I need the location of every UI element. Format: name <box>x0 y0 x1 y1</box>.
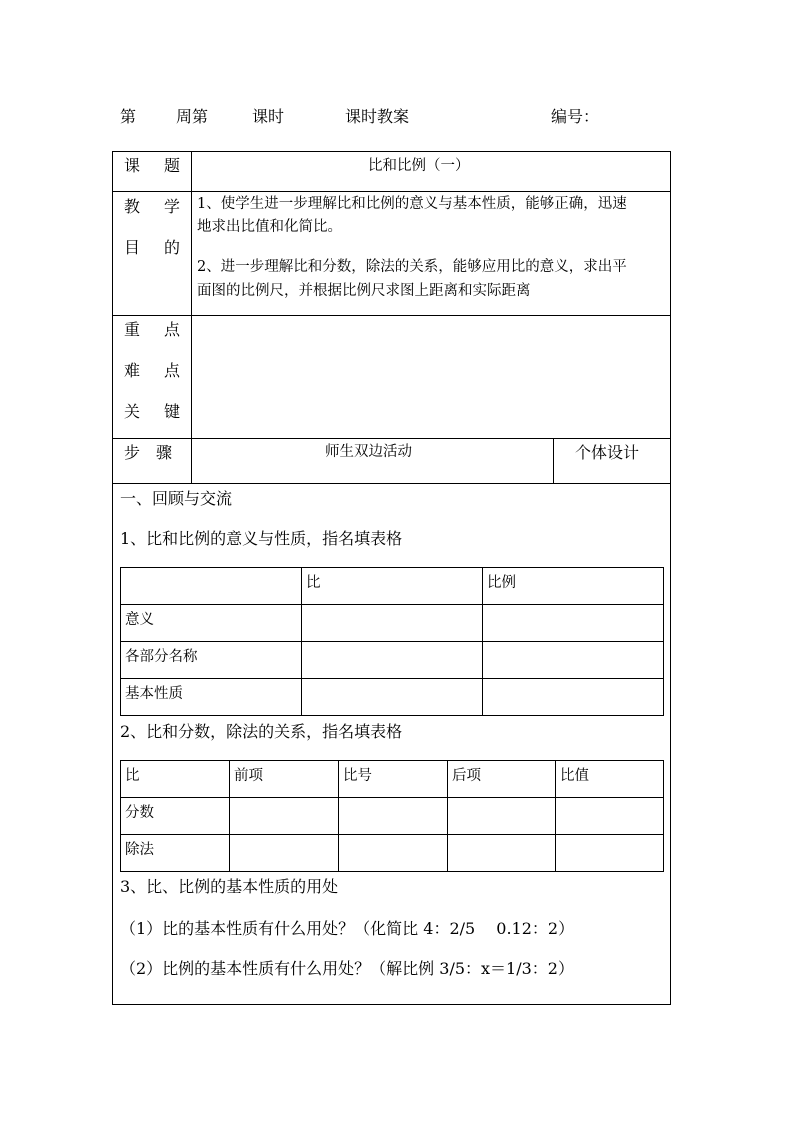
table-row <box>121 798 664 835</box>
table-header: 比例 <box>483 568 664 605</box>
section-1-item-1: 1、比和比例的意义与性质，指名填表格 <box>120 529 403 548</box>
goal-label-char: 目 <box>124 238 141 257</box>
table-cell[interactable] <box>302 679 483 716</box>
header-plan-label: 课时教案 <box>345 107 410 126</box>
header-number-label: 编号： <box>551 107 600 126</box>
section-1-item-3: 3、比、比例的基本性质的用处 <box>120 877 339 896</box>
row-label: 各部分名称 <box>121 642 302 679</box>
design-label: 个体设计 <box>575 443 640 462</box>
steps-label-char: 步 <box>124 443 141 462</box>
goal-1-line1: 1、使学生进一步理解比和比例的意义与基本性质，能够正确，迅速 <box>197 196 627 212</box>
goal-2-line2: 面图的比例尺，并根据比例尺求图上距离和实际距离 <box>197 283 531 299</box>
steps-label-char: 骤 <box>156 443 173 462</box>
table-row <box>121 679 664 716</box>
section-1-title: 一、回顾与交流 <box>120 489 233 508</box>
topic-label-char: 题 <box>164 156 181 175</box>
row-divider <box>112 483 671 484</box>
table-cell[interactable] <box>302 642 483 679</box>
goal-label-char: 教 <box>124 197 141 216</box>
table-cell[interactable] <box>302 605 483 642</box>
key-label-char: 难 <box>124 361 141 380</box>
table-cell[interactable] <box>556 798 664 835</box>
row-label: 基本性质 <box>121 679 302 716</box>
header-week-prefix: 第 <box>120 107 137 126</box>
goal-2-line1: 2、进一步理解比和分数，除法的关系，能够应用比的意义，求出平 <box>197 259 627 275</box>
table-cell[interactable] <box>230 835 339 872</box>
key-label-char: 点 <box>164 361 181 380</box>
topic-label-char: 课 <box>124 156 141 175</box>
row-label: 意义 <box>121 605 302 642</box>
activity-label: 师生双边活动 <box>325 444 412 460</box>
table-cell[interactable] <box>339 798 448 835</box>
row-divider <box>112 315 671 316</box>
table-header: 比 <box>302 568 483 605</box>
key-label-char: 点 <box>164 320 181 339</box>
row-label: 分数 <box>121 798 230 835</box>
key-label-char: 键 <box>164 402 181 421</box>
table-cell[interactable] <box>556 835 664 872</box>
table-header: 比号 <box>339 761 448 798</box>
fraction-division-table <box>120 760 664 872</box>
goal-label-char: 学 <box>164 197 181 216</box>
key-label-char: 重 <box>124 320 141 339</box>
table-cell[interactable] <box>339 835 448 872</box>
table-cell[interactable] <box>448 798 556 835</box>
table-cell <box>121 568 302 605</box>
section-1-item-2: 2、比和分数，除法的关系，指名填表格 <box>120 722 403 741</box>
table-cell[interactable] <box>483 642 664 679</box>
row-label: 除法 <box>121 835 230 872</box>
table-cell[interactable] <box>230 798 339 835</box>
table-header: 前项 <box>230 761 339 798</box>
row-divider <box>112 438 671 439</box>
table-row <box>121 568 664 605</box>
table-row <box>121 835 664 872</box>
header-week-suffix: 周第 <box>176 107 209 126</box>
label-column-divider <box>191 151 192 483</box>
table-header: 比 <box>121 761 230 798</box>
table-row <box>121 642 664 679</box>
meaning-property-table <box>120 567 664 716</box>
table-cell[interactable] <box>483 605 664 642</box>
design-column-divider <box>553 438 554 483</box>
header-period-suffix: 课时 <box>252 107 285 126</box>
row-divider <box>112 191 671 192</box>
goal-label-char: 的 <box>164 238 181 257</box>
table-row <box>121 761 664 798</box>
topic-value: 比和比例（一） <box>368 158 470 174</box>
table-header: 比值 <box>556 761 664 798</box>
table-header: 后项 <box>448 761 556 798</box>
table-cell[interactable] <box>483 679 664 716</box>
table-row <box>121 605 664 642</box>
question-1: （1）比的基本性质有什么用处？（化简比 4：2/5 0.12：2） <box>120 919 575 938</box>
goal-1-line2: 地求出比值和化简比。 <box>197 219 342 235</box>
question-2: （2）比例的基本性质有什么用处？（解比例 3/5：x＝1/3：2） <box>120 959 574 978</box>
key-label-char: 关 <box>124 402 141 421</box>
table-cell[interactable] <box>448 835 556 872</box>
